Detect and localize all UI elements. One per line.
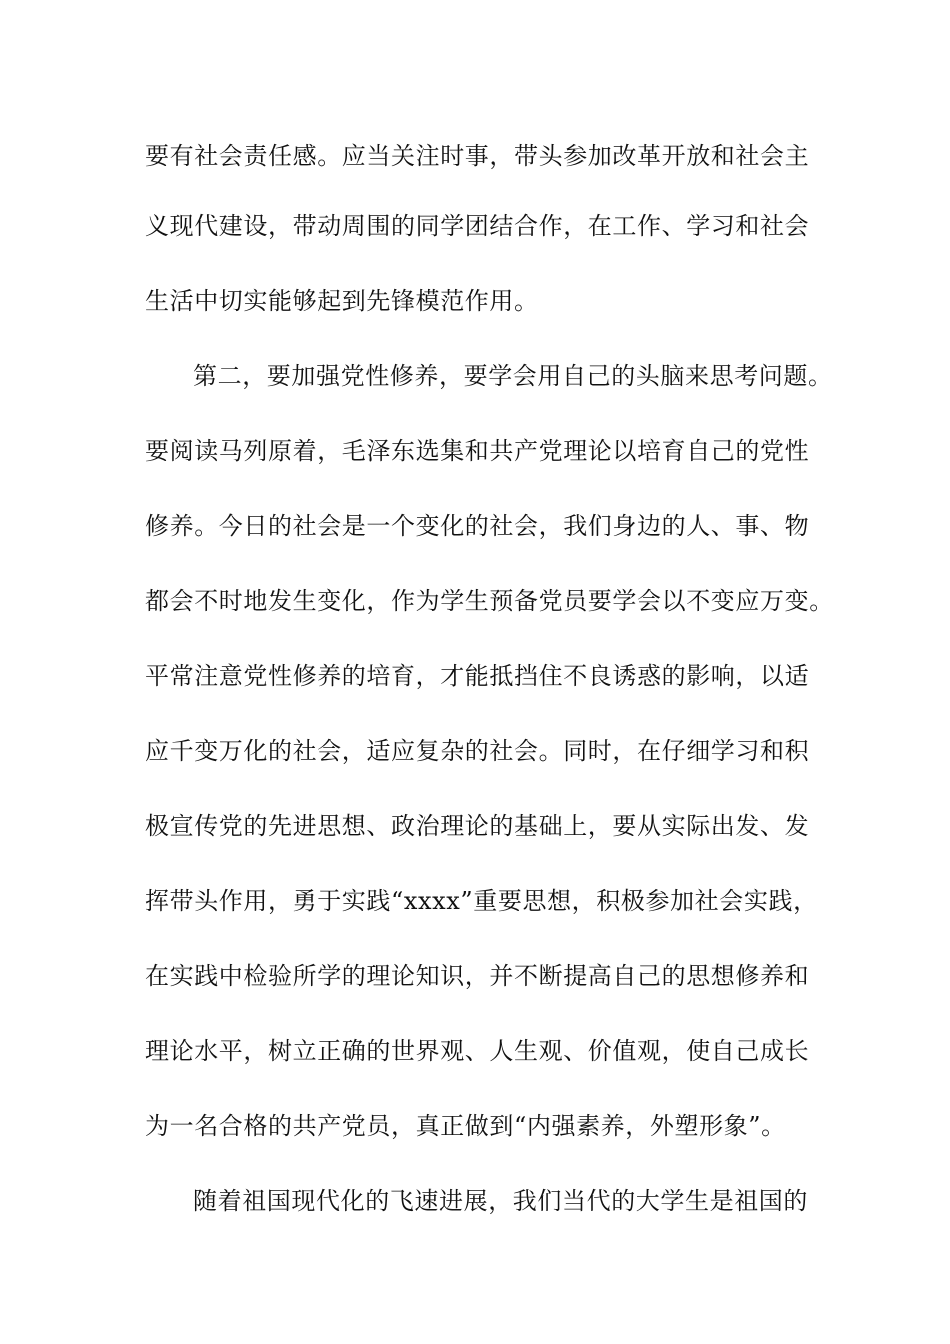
paragraph-start-line: 随着祖国现代化的飞速进展，我们当代的大学生是祖国的 bbox=[193, 1187, 808, 1215]
text-line: 平常注意党性修养的培育，才能抵挡住不良诱惑的影响，以适 bbox=[145, 662, 810, 690]
text-line: 极宣传党的先进思想、政治理论的基础上，要从实际出发、发 bbox=[145, 812, 810, 840]
text-line: 挥带头作用，勇于实践“xxxx”重要思想，积极参加社会实践， bbox=[145, 887, 818, 915]
paragraph-start-line: 第二，要加强党性修养，要学会用自己的头脑来思考问题。 bbox=[193, 362, 833, 390]
text-line: 生活中切实能够起到先锋模范作用。 bbox=[145, 287, 539, 315]
text-line: 理论水平，树立正确的世界观、人生观、价值观，使自己成长 bbox=[145, 1037, 810, 1065]
text-line: 义现代建设，带动周围的同学团结合作，在工作、学习和社会 bbox=[145, 212, 810, 240]
text-line: 在实践中检验所学的理论知识，并不断提高自己的思想修养和 bbox=[145, 962, 810, 990]
text-line: 为一名合格的共产党员，真正做到“内强素养，外塑形象”。 bbox=[145, 1112, 786, 1140]
text-line: 应千变万化的社会，适应复杂的社会。同时，在仔细学习和积 bbox=[145, 737, 810, 765]
text-line: 修养。今日的社会是一个变化的社会，我们身边的人、事、物 bbox=[145, 512, 810, 540]
text-line: 要阅读马列原着，毛泽东选集和共产党理论以培育自己的党性 bbox=[145, 437, 810, 465]
text-line: 都会不时地发生变化，作为学生预备党员要学会以不变应万变。 bbox=[145, 587, 834, 615]
text-line: 要有社会责任感。应当关注时事，带头参加改革开放和社会主 bbox=[145, 142, 810, 170]
